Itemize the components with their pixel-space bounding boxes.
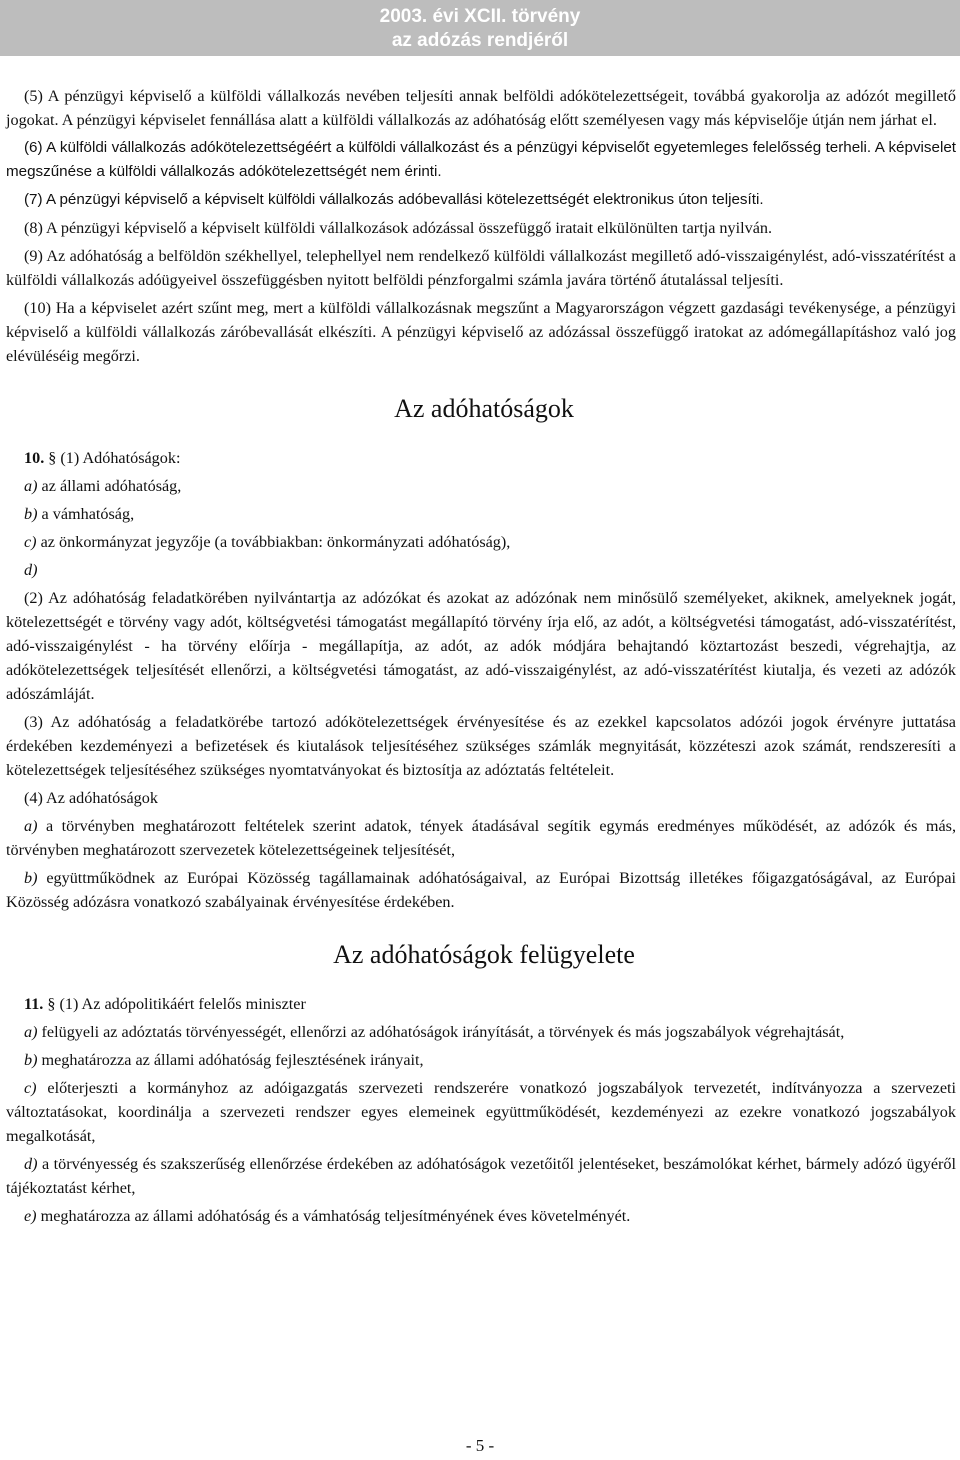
item-text: együttműködnek az Európai Közösség tagállamainak adóhatóságaival, az Európai Bizottság illetékes főigazgatóságával, az Európai Közösség adózásra vonatkozó szabályainak érvényesítése érdekében.	[6, 869, 956, 911]
document-body	[6, 84, 956, 1232]
item-letter: e)	[24, 1207, 37, 1225]
paragraph: (9) Az adóhatóság a belföldön székhellyel, telephellyel nem rendelkező külföldi vállalkozást megillető adó-visszaigénylést, adó-visszatérítést a külföldi vállalkozás adóügyeivel összefüggésben nyitott belföldi pénzforgalmi számla javára történő átutalással teljesíti.	[6, 247, 956, 289]
item-text: meghatározza az állami adóhatóság és a vámhatóság teljesítményének éves követelményét.	[36, 1207, 631, 1225]
paragraph: (2) Az adóhatóság feladatkörében nyilvántartja az adózókat és azokat az adózónak nem minősülő személyeket, akiknek, amelyeknek jogát, kötelezettségét e törvény vagy adót, költségvetési támogatást megállapító törvény írja elő, az adót, a költségvetési támogatást, adó-visszatérítést, adó-visszaigénylést - ha törvény előírja - megállapítja, az adót, az adók módjára behajtandó köztartozást beszedi, végrehajtja, az adókötelezettségek teljesítését ellenőrzi, a költségvetési támogatást, az adó-visszaigénylést, az adó-visszatérítést kiutalja, és vezeti az adózók adószámláját.	[6, 589, 956, 703]
item-letter: d)	[24, 1155, 38, 1173]
item-text: előterjeszti a kormányhoz az adóigazgatás szervezeti rendszerére vonatkozó jogszabályok tervezetét, indítványozza a szervezeti változtatásokat, koordinálja a szervezeti rendszer egyes elemeinek együttműködését, kezdeményezi az ezekre vonatkozó jogszabályok megalkotását,	[6, 1079, 956, 1145]
list-item	[6, 814, 956, 862]
item-letter: b)	[24, 505, 38, 523]
list-item	[6, 1152, 956, 1200]
list-item	[6, 558, 956, 582]
item-text: felügyeli az adóztatás törvényességét, ellenőrzi az adóhatóságok irányítását, a törvények és más jogszabályok végrehajtását,	[37, 1023, 845, 1041]
list-item	[6, 474, 956, 498]
paragraph: (8) A pénzügyi képviselő a képviselt külföldi vállalkozások adózással összefüggő iratait elkülönülten tartja nyilván.	[24, 219, 773, 237]
item-letter: c)	[24, 533, 37, 551]
item-text: meghatározza az állami adóhatóság fejlesztésének irányait,	[37, 1051, 424, 1069]
list-item	[6, 866, 956, 914]
paragraph: (7) A pénzügyi képviselő a képviselt külföldi vállalkozás adóbevallási kötelezettségét elektronikus úton teljesíti.	[24, 191, 764, 208]
paragraph: (6) A külföldi vállalkozás adókötelezettségéért a külföldi vállalkozást és a pénzügyi képviselőt egyetemleges felelősség terheli. A képviselet megszűnése a külföldi vállalkozás adókötelezettségét nem érinti.	[6, 139, 956, 180]
item-text: a törvényesség és szakszerűség ellenőrzése érdekében az adóhatóságok vezetőitől jelentéseket, beszámolókat kérhet, bármely adózó ügyéről tájékoztatást kérhet,	[6, 1155, 956, 1197]
item-letter: b)	[24, 869, 38, 887]
law-title: 2003. évi XCII. törvény	[379, 6, 581, 27]
item-letter: a)	[24, 1023, 38, 1041]
section-10-number: 10.	[24, 449, 45, 467]
item-letter: a)	[24, 817, 38, 835]
list-item	[6, 502, 956, 526]
item-text: az állami adóhatóság,	[37, 477, 182, 495]
section-11-items	[6, 1020, 956, 1228]
item-letter: a)	[24, 477, 38, 495]
section-11-intro-text: § (1) Az adópolitikáért felelős miniszter	[47, 995, 306, 1013]
section-10-items	[6, 474, 956, 582]
section-11-intro	[6, 992, 956, 1016]
document-header	[0, 0, 960, 56]
paragraph: (3) Az adóhatóság a feladatkörébe tartozó adókötelezettségek érvényesítése és az ezekkel kapcsolatos adózói jogok érvényre juttatása érdekében kezdeményezi a befizetések és kiutalások teljesítéséhez szükséges számlák megnyitását, közzéteszi azok számát, rendszeresíti a kötelezettségek teljesítéséhez szükséges nyomtatványokat és biztosítja az adóztatás feltételeit.	[6, 713, 956, 779]
section-10-intro-text: § (1) Adóhatóságok:	[48, 449, 181, 467]
item-text: a vámhatóság,	[37, 505, 135, 523]
page-number: - 5 -	[465, 1436, 495, 1455]
section-11-number: 11.	[24, 995, 44, 1013]
paragraph: (10) Ha a képviselet azért szűnt meg, mert a külföldi vállalkozásnak megszűnt a Magyarországon végzett gazdasági tevékenysége, a pénzügyi képviselő a külföldi vállalkozás záróbevallását elkészíti. A pénzügyi képviselő az adózással összefüggő iratokat az adómegállapításhoz való jog elévüléséig megőrzi.	[6, 299, 956, 365]
list-item	[6, 530, 956, 554]
section-10-heading: Az adóhatóságok	[394, 394, 574, 423]
list-item	[6, 1076, 956, 1148]
item-letter: b)	[24, 1051, 38, 1069]
list-item	[6, 1020, 956, 1044]
paragraph: (5) A pénzügyi képviselő a külföldi vállalkozás nevében teljesíti annak belföldi adókötelezettségeit, továbbá gyakorolja az adózót megillető jogokat. A pénzügyi képviselet fennállása alatt a külföldi vállalkozás az adóhatóság előtt személyesen vagy más képviselője útján nem járhat el.	[6, 87, 956, 129]
item-text: az önkormányzat jegyzője (a továbbiakban: önkormányzati adóhatóság),	[36, 533, 511, 551]
intro-paragraphs	[6, 84, 956, 368]
item-letter: c)	[24, 1079, 37, 1097]
list-item	[6, 1204, 956, 1228]
section-10-paragraphs	[6, 586, 956, 810]
section-10-intro	[6, 446, 956, 470]
section-11-heading: Az adóhatóságok felügyelete	[333, 940, 635, 969]
item-letter: d)	[24, 561, 38, 579]
item-text: a törvényben meghatározott feltételek szerint adatok, tények átadásával segítik egymás eredményes működését, az adózók és más, törvényben meghatározott szervezetek kötelezettségeinek teljesítését,	[6, 817, 956, 859]
law-subtitle: az adózás rendjéről	[391, 30, 569, 51]
paragraph: (4) Az adóhatóságok	[24, 789, 158, 807]
section-10-items-4	[6, 814, 956, 914]
list-item	[6, 1048, 956, 1072]
